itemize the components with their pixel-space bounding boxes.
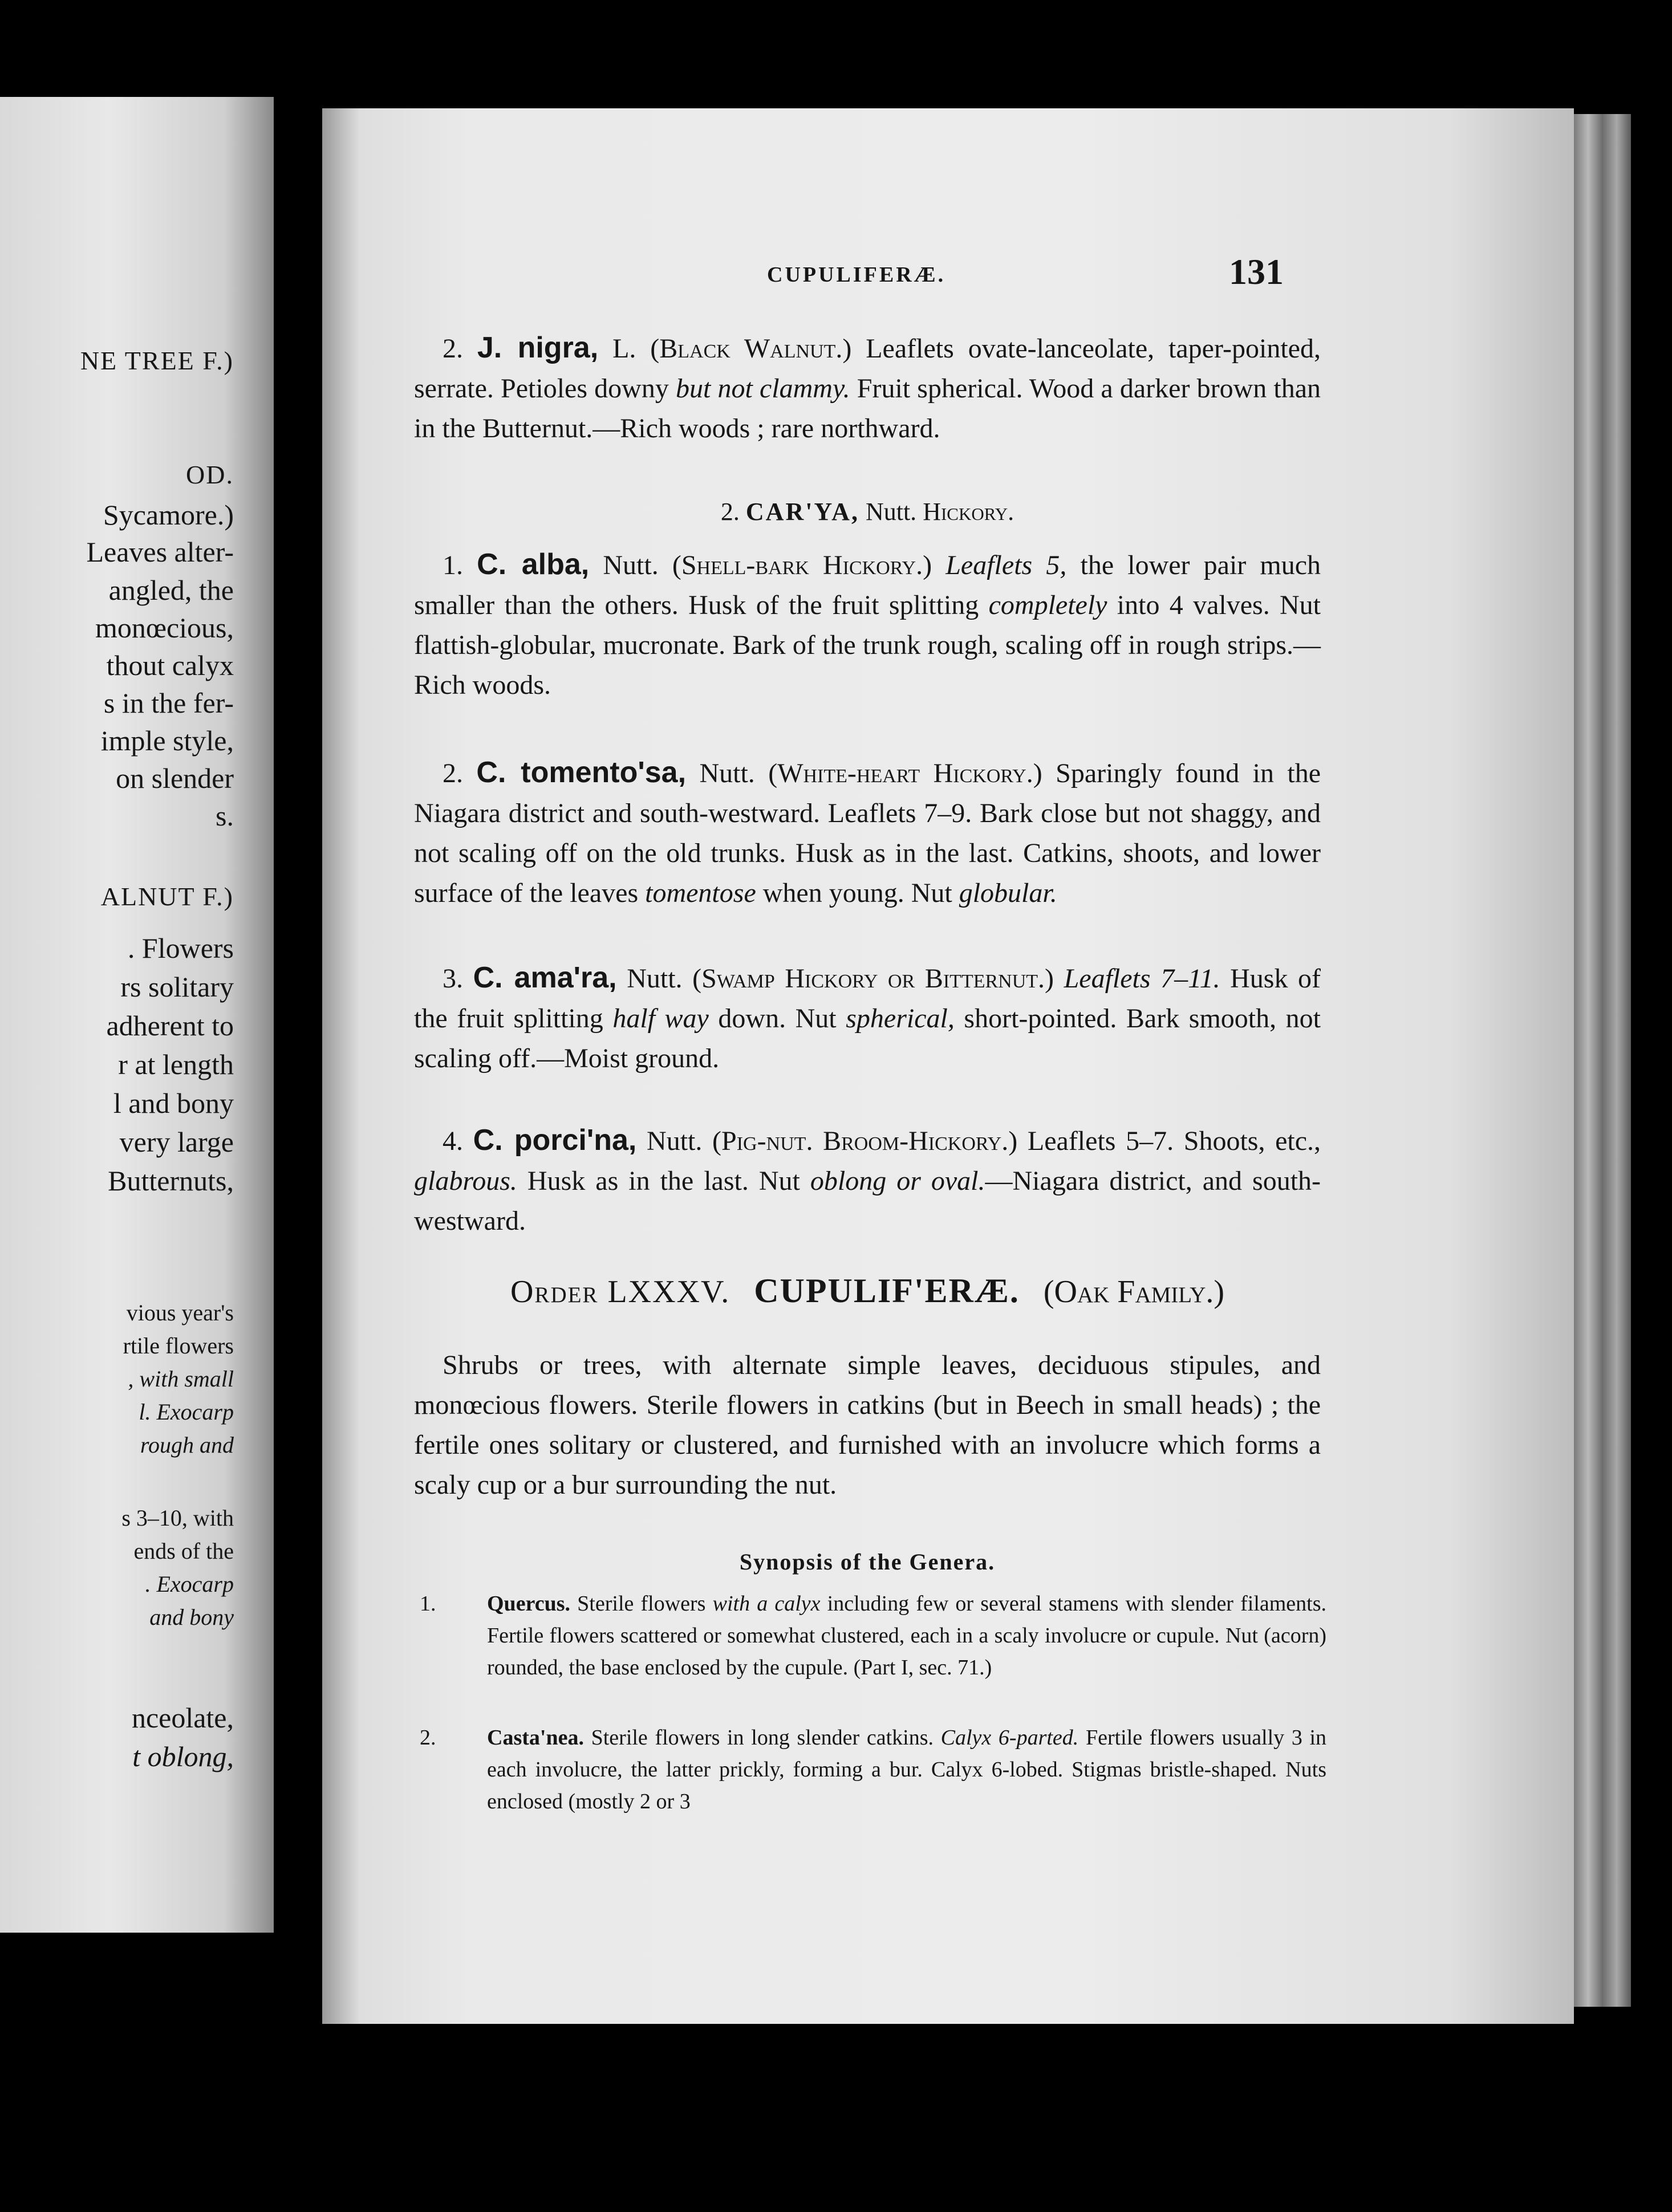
- species-entry-j-nigra: [414, 328, 1321, 449]
- left-line: l and bony: [113, 1087, 234, 1119]
- italic-text: glabrous.: [414, 1166, 517, 1196]
- left-line: ends of the: [133, 1538, 234, 1564]
- left-line: Sycamore.): [103, 499, 234, 531]
- description-text: Husk as in the last. Nut: [527, 1166, 800, 1196]
- left-line: angled, the: [108, 574, 234, 606]
- description-text: —Niagara district, and south-westward.: [414, 1166, 1321, 1236]
- family-name: CUPULIF'ERÆ.: [754, 1272, 1020, 1310]
- description-text: short-pointed. Bark smooth, not scaling off.—Moist ground.: [414, 1003, 1321, 1074]
- entry-number: 1.: [443, 550, 463, 580]
- common-name: (Pig-nut. Broom-Hickory.): [712, 1126, 1018, 1156]
- description-text: Leaflets ovate-lanceolate, taper-pointed, serrate. Petioles downy: [414, 334, 1321, 404]
- left-line: , with small: [128, 1366, 234, 1392]
- common-name: (Swamp Hickory or Bitternut.): [692, 963, 1054, 994]
- left-line: and bony: [149, 1604, 234, 1630]
- left-line: on slender: [116, 762, 234, 794]
- left-line: . Exocarp: [145, 1571, 234, 1597]
- italic-text: but not clammy.: [676, 373, 850, 404]
- order-description-text: Shrubs or trees, with alternate simple leaves, deciduous stipules, and monœcious flowers. Sterile flowers in catkins (but in Beech in small heads) ; the fertile ones solitary or clustered, and furnished with an involucre which forms a scaly cup or a bur surrounding the nut.: [414, 1350, 1321, 1500]
- left-line: s 3–10, with: [121, 1505, 234, 1531]
- italic-text: Leaflets 7–11.: [1064, 963, 1220, 994]
- entry-number: 2.: [443, 758, 463, 788]
- left-line: thout calyx: [106, 649, 234, 681]
- species-entry-c-alba: [414, 544, 1321, 705]
- common-name: (Black Walnut.): [650, 334, 852, 364]
- left-line: OD.: [186, 460, 234, 489]
- synopsis-number: 1.: [420, 1592, 436, 1616]
- authority: Nutt.: [865, 498, 917, 526]
- family-common-name: (Oak Family.): [1043, 1274, 1225, 1310]
- left-line: ALNUT F.): [100, 882, 234, 911]
- genus-name: CAR'YA,: [745, 498, 859, 526]
- italic-text: oblong or oval.: [810, 1166, 985, 1196]
- species-name: C. alba,: [477, 548, 590, 581]
- left-line: very large: [119, 1126, 234, 1158]
- description-text: Sterile flowers in long slender catkins.: [591, 1726, 934, 1750]
- species-entry-c-amara: [414, 958, 1321, 1079]
- authority: L.: [612, 334, 636, 364]
- genus-heading: [414, 497, 1321, 526]
- synopsis-item-castanea: [414, 1722, 1326, 1817]
- left-line: l. Exocarp: [139, 1399, 234, 1425]
- description-text: including few or several stamens with slender filaments. Fertile flowers scattered or somewhat clustered, each in a scaly involucre or cupule. Nut (acorn) rounded, the base enclosed by the cupule. (Part I, sec. 71.): [487, 1592, 1327, 1680]
- page-edge: [1574, 114, 1631, 2007]
- left-line: Leaves alter-: [86, 536, 234, 568]
- left-line: s.: [216, 800, 234, 832]
- species-name: J. nigra,: [477, 331, 599, 364]
- italic-text: tomentose: [645, 878, 756, 908]
- description-text: Husk of the fruit splitting: [414, 963, 1321, 1034]
- italic-text: half way: [612, 1003, 709, 1034]
- left-line: r at length: [118, 1048, 234, 1080]
- genus-name: Casta'nea.: [487, 1726, 584, 1750]
- common-name: (Shell-bark Hickory.): [672, 550, 932, 580]
- description-text: Fruit spherical. Wood a darker brown than in the Butternut.—Rich woods ; rare northward.: [414, 373, 1321, 444]
- left-line: nceolate,: [131, 1702, 234, 1734]
- synopsis-title: Synopsis of the Genera.: [739, 1549, 996, 1575]
- authority: Nutt.: [627, 963, 683, 994]
- description-text: down. Nut: [718, 1003, 837, 1034]
- left-page: [0, 97, 274, 1933]
- order-label: Order LXXXV.: [510, 1274, 731, 1310]
- italic-text: Leaflets 5,: [945, 550, 1067, 580]
- order-description: [414, 1345, 1321, 1505]
- genus-name: Quercus.: [487, 1592, 571, 1616]
- left-line: rs solitary: [120, 971, 234, 1003]
- italic-text: completely: [988, 590, 1107, 620]
- left-line: t oblong,: [132, 1741, 234, 1772]
- description-text: the lower pair much smaller than the others. Husk of the fruit splitting: [414, 550, 1321, 620]
- left-line: rtile flowers: [123, 1333, 234, 1359]
- common-name: (White-heart Hickory.): [768, 758, 1042, 788]
- genus-number: 2.: [720, 498, 740, 526]
- description-text: Sparingly found in the Niagara district and south-westward. Leaflets 7–9. Bark close but not shaggy, and not scaling off on the old trunks. Husk as in the last. Catkins, shoots, and lower surface of the leaves: [414, 758, 1321, 908]
- page-number: 131: [1229, 251, 1284, 292]
- description-text: when young. Nut: [762, 878, 952, 908]
- italic-text: with a calyx: [712, 1592, 821, 1616]
- description-text: Fertile flowers usually 3 in each involucre, the latter prickly, forming a bur. Calyx 6-lobed. Stigmas bristle-shaped. Nuts enclosed (mostly 2 or 3: [487, 1726, 1327, 1813]
- species-name: C. porci'na,: [473, 1124, 637, 1157]
- order-heading: [414, 1271, 1321, 1311]
- synopsis-number: 2.: [420, 1726, 436, 1750]
- entry-number: 4.: [443, 1126, 463, 1156]
- species-name: C. ama'ra,: [473, 961, 617, 994]
- common-name: Hickory.: [923, 498, 1014, 526]
- description-text: into 4 valves. Nut flattish-globular, mucronate. Bark of the trunk rough, scaling off in rough strips.—Rich woods.: [414, 590, 1321, 700]
- species-entry-c-tomentosa: [414, 753, 1321, 913]
- left-line: rough and: [140, 1432, 234, 1458]
- left-line: Butternuts,: [108, 1165, 234, 1197]
- synopsis-item-quercus: [414, 1588, 1326, 1684]
- authority: Nutt.: [603, 550, 659, 580]
- italic-text: Calyx 6-parted.: [940, 1726, 1079, 1750]
- entry-number: 2.: [443, 334, 463, 364]
- entry-number: 3.: [443, 963, 463, 994]
- species-name: C. tomento'sa,: [476, 756, 687, 789]
- left-line: s in the fer-: [103, 687, 234, 719]
- left-line: monœcious,: [95, 612, 234, 644]
- left-line: vious year's: [126, 1300, 234, 1325]
- species-entry-c-porcina: [414, 1120, 1321, 1241]
- italic-text: spherical,: [846, 1003, 955, 1034]
- description-text: Leaflets 5–7. Shoots, etc.,: [1027, 1126, 1321, 1156]
- authority: Nutt.: [699, 758, 755, 788]
- left-line: . Flowers: [127, 932, 234, 964]
- italic-text: globular.: [959, 878, 1057, 908]
- authority: Nutt.: [647, 1126, 703, 1156]
- left-line: imple style,: [100, 725, 234, 757]
- description-text: Sterile flowers: [577, 1592, 706, 1616]
- left-line: NE TREE F.): [80, 346, 234, 375]
- running-head: CUPULIFERÆ.: [767, 263, 946, 287]
- left-line: adherent to: [106, 1010, 234, 1042]
